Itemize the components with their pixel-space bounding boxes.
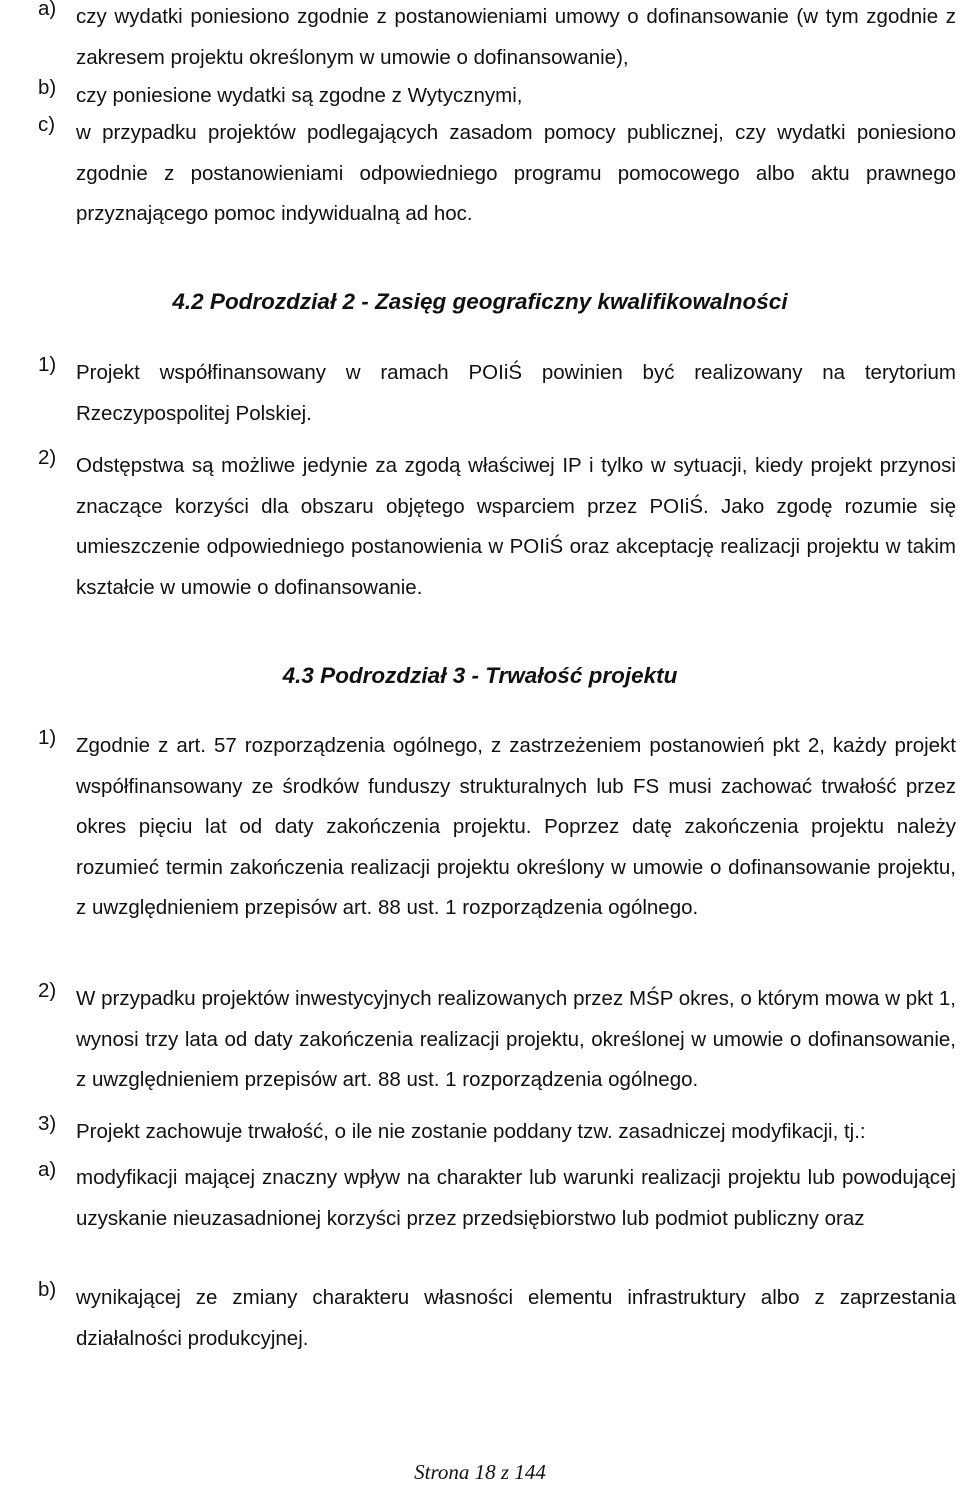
list-item xyxy=(0,76,956,117)
list-label: a) xyxy=(38,0,57,20)
list-item xyxy=(0,0,956,78)
sub-list-text: wynikającej ze zmiany charakteru własności elementu infrastruktury albo z zaprzestania działalności produkcyjnej. xyxy=(76,1286,956,1350)
item-text: Odstępstwa są możliwe jedynie za zgodą właściwej IP i tylko w sytuacji, kiedy projekt przynosi znaczące korzyści dla obszaru objętego wsparciem przez POIiŚ. Jako zgodę rozumie się umieszczenie odpowiedniego postanowienia w POIiŚ oraz akceptację realizacji projektu w takim kształcie w umowie o dofinansowanie. xyxy=(76,454,956,599)
item-number: 3) xyxy=(38,1112,57,1135)
numbered-item xyxy=(38,1112,956,1153)
item-text: Projekt zachowuje trwałość, o ile nie zostanie poddany tzw. zasadniczej modyfikacji, tj.: xyxy=(76,1120,866,1143)
numbered-item xyxy=(38,726,956,929)
item-number: 2) xyxy=(38,446,57,469)
section-heading: 4.2 Podrozdział 2 - Zasięg geograficzny kwalifikowalności xyxy=(172,289,788,314)
sub-list-label: a) xyxy=(38,1158,57,1181)
item-text: W przypadku projektów inwestycyjnych realizowanych przez MŚP okres, o którym mowa w pkt 1, wynosi trzy lata od daty zakończenia realizacji projektu, określonej w umowie o dofinansowanie, z uwzględnieniem przepisów art. 88 ust. 1 rozporządzenia ogólnego. xyxy=(76,987,956,1091)
numbered-item xyxy=(38,446,956,608)
item-number: 1) xyxy=(38,726,57,749)
page-footer: Strona 18 z 144 xyxy=(414,1460,546,1484)
item-number: 2) xyxy=(38,979,57,1002)
list-text: czy poniesione wydatki są zgodne z Wytycznymi, xyxy=(76,84,523,107)
list-item xyxy=(0,113,956,235)
section-heading: 4.3 Podrozdział 3 - Trwałość projektu xyxy=(282,663,678,688)
list-label: b) xyxy=(38,76,57,99)
list-text: w przypadku projektów podlegających zasadom pomocy publicznej, czy wydatki poniesiono zgodnie z postanowieniami odpowiedniego programu pomocowego albo aktu prawnego przyznającego pomoc indywidualną ad hoc. xyxy=(76,121,956,225)
numbered-item xyxy=(38,979,956,1101)
sub-list-item xyxy=(0,1278,956,1359)
item-number: 1) xyxy=(38,353,57,376)
sub-list-text: modyfikacji mającej znaczny wpływ na charakter lub warunki realizacji projektu lub powodującej uzyskanie nieuzasadnionej korzyści przez przedsiębiorstwo lub podmiot publiczny oraz xyxy=(76,1166,956,1230)
list-label: c) xyxy=(38,113,56,136)
item-text: Zgodnie z art. 57 rozporządzenia ogólnego, z zastrzeżeniem postanowień pkt 2, każdy projekt współfinansowany ze środków funduszy strukturalnych lub FS musi zachować trwałość przez okres pięciu lat od daty zakończenia projektu. Poprzez datę zakończenia projektu należy rozumieć termin zakończenia realizacji projektu określony w umowie o dofinansowanie projektu, z uwzględnieniem przepisów art. 88 ust. 1 rozporządzenia ogólnego. xyxy=(76,734,956,919)
sub-list-label: b) xyxy=(38,1278,57,1301)
sub-list-item xyxy=(0,1158,956,1239)
item-text: Projekt współfinansowany w ramach POIiŚ powinien być realizowany na terytorium Rzeczypospolitej Polskiej. xyxy=(76,361,956,425)
list-text: czy wydatki poniesiono zgodnie z postanowieniami umowy o dofinansowanie (w tym zgodnie z zakresem projektu określonym w umowie o dofinansowanie), xyxy=(76,5,956,69)
numbered-item xyxy=(38,353,956,434)
